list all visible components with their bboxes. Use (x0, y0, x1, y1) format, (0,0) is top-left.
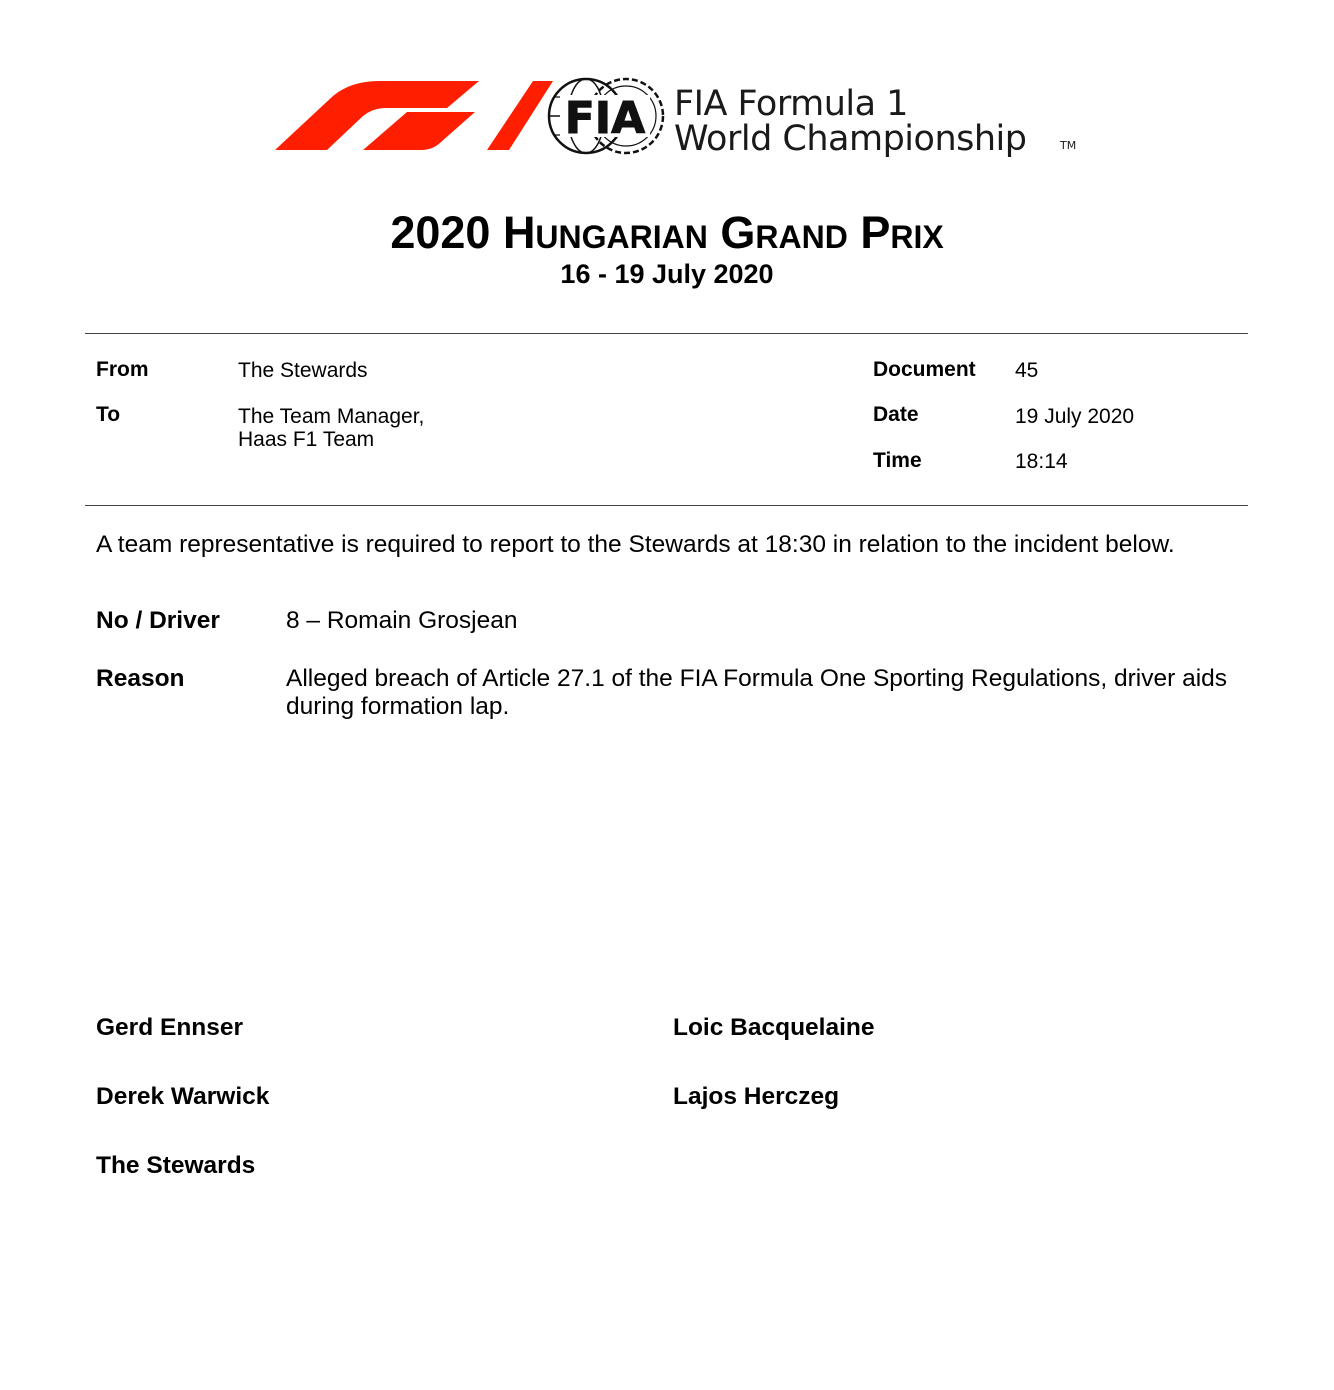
divider-bottom (85, 505, 1248, 506)
fia-emblem-icon (546, 73, 666, 159)
reason-value: Alleged breach of Article 27.1 of the FIA Formula One Sporting Regulations, driver aids during formation lap. (286, 665, 1228, 720)
f1-logo-bar (363, 112, 475, 150)
driver-label: No / Driver (96, 607, 220, 634)
date-value: 19 July 2020 (1015, 405, 1135, 428)
driver-value: 8 – Romain Grosjean (286, 607, 518, 634)
time-value: 18:14 (1015, 450, 1068, 473)
date-label: Date (873, 403, 919, 426)
f1-logo (275, 78, 555, 154)
to-value-line2: Haas F1 Team (238, 428, 375, 451)
fia-title-line2: World Championship (674, 119, 1027, 159)
to-label: To (96, 403, 121, 426)
steward-name: Derek Warwick (96, 1083, 270, 1110)
event-title (0, 208, 1334, 258)
divider-top (85, 333, 1248, 334)
fia-title-line1: FIA Formula 1 (674, 84, 908, 124)
f1-logo-one (487, 81, 553, 150)
from-value: The Stewards (238, 359, 368, 382)
svg-text:FIA: FIA (564, 93, 646, 144)
from-label: From (96, 358, 149, 381)
stewards-closing: The Stewards (96, 1152, 256, 1179)
document-value: 45 (1015, 359, 1039, 382)
steward-name: Loic Bacquelaine (673, 1014, 875, 1041)
time-label: Time (873, 449, 922, 472)
steward-name: Gerd Ennser (96, 1014, 244, 1041)
event-year: 2020 (390, 207, 491, 258)
event-name: Hungarian Grand Prix (502, 207, 944, 258)
reason-label: Reason (96, 665, 185, 692)
steward-name: Lajos Herczeg (673, 1083, 840, 1110)
trademark-mark: TM (1060, 139, 1077, 152)
summons-text: A team representative is required to report to the Stewards at 18:30 in relation to the incident below. (96, 531, 1175, 558)
to-value-line1: The Team Manager, (238, 405, 425, 428)
event-dates: 16 - 19 July 2020 (560, 259, 774, 289)
document-label: Document (873, 358, 976, 381)
